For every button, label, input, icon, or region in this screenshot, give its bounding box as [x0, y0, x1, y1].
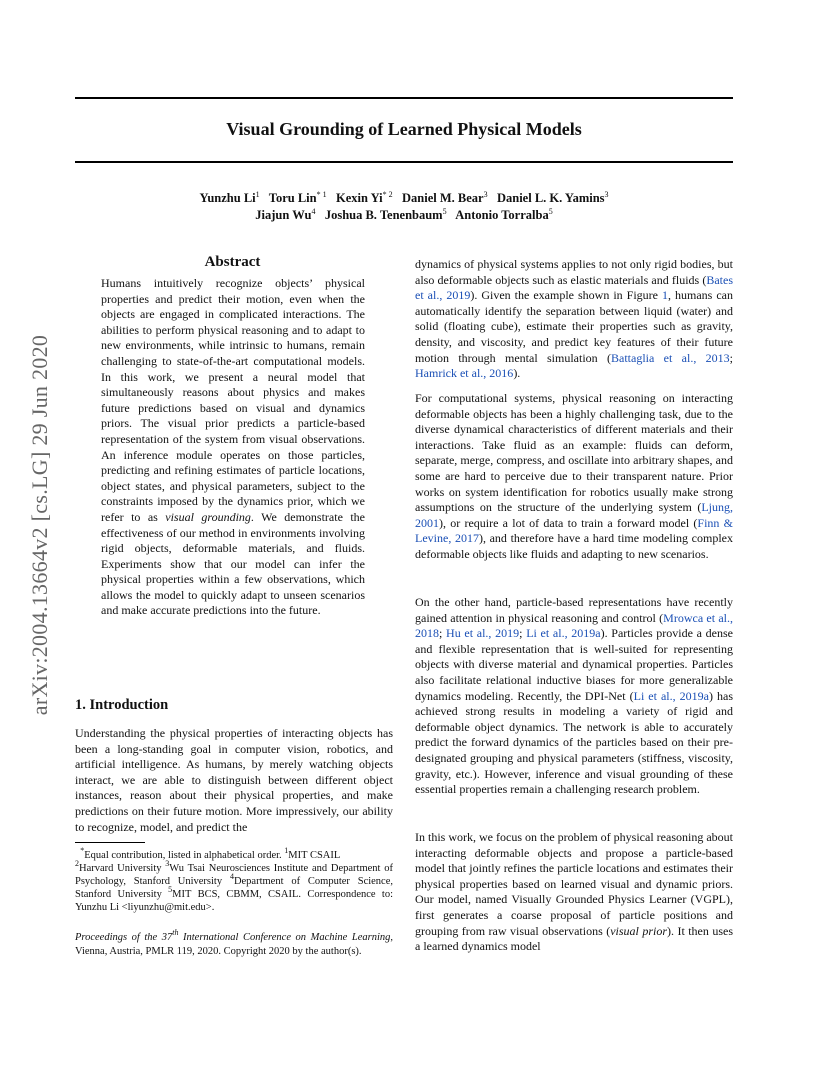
citation-link[interactable]: Mrowca et al., 2018 [415, 610, 733, 641]
affiliation-footnote: *Equal contribution, listed in alphabetical order. $^1$MIT CSAIL $^2$Harvard University $^3$Wu Tsai Neurosciences Institute and Department of Psychology, Stanford University $^4$Department of Computer Science, Stanford University $^5$MIT BCS, CBMM, CSAIL. Correspondence to: Yunzhu Li <liyunzhu@mit.edu>. [75, 846, 394, 913]
author-name: Daniel M. Bear [402, 191, 484, 205]
paper-title: Visual Grounding of Learned Physical Models [226, 119, 582, 139]
footnote-text: MIT CSAIL [288, 850, 341, 861]
citation-link[interactable]: Hamrick et al., 2016 [415, 366, 514, 381]
citation-link[interactable]: Finn & Levine, 2017 [415, 515, 734, 546]
proceedings-text: , Vienna, Austria, PMLR 119, 2020. Copyright 2020 by the author(s). [75, 932, 393, 957]
author-name: Daniel L. K. Yamins [496, 191, 605, 205]
body-paragraph-1 [415, 257, 733, 382]
body-text: ; [439, 626, 447, 641]
author-affil: 3 [604, 190, 609, 199]
body-text: ). Given the example shown in Figure [470, 288, 663, 303]
body-text: ), or require a lot of data to train a forward model ( [439, 515, 698, 530]
author-name: Jiajun Wu [255, 208, 312, 222]
footnote-text: Department of Computer Science, Stanford University [75, 876, 394, 900]
body-paragraph-4 [415, 830, 733, 955]
footnote-text: Wu Tsai Neurosciences Institute and Department of Psychology, Stanford University [75, 863, 393, 887]
footnote-text: Equal contribution, listed in alphabetical order. [84, 850, 285, 861]
arxiv-identifier [20, 290, 60, 760]
author-line-1 [75, 191, 733, 206]
author-affil: 5 [548, 207, 553, 216]
citation-link[interactable]: Bates et al., 2019 [415, 272, 733, 303]
author-name: Joshua B. Tenenbaum [324, 208, 443, 222]
citation-link[interactable]: Ljung, 2001 [415, 500, 733, 530]
title-rule-bottom [75, 161, 733, 163]
body-text: For computational systems, physical reasoning on interacting deformable objects has been a highly challenging task, due to the diverse dynamical characteristics of different materials and their interactions. Take fluid as an example: fluids can deform, separate, merge, compress, and oscillate into arbitrary shapes, and some are hard to perceive due to their transparent nature. Prior works on system identification for robotics usually make strong assumptions on the structure of the underlying system ( [415, 391, 733, 515]
body-text: ; [729, 350, 733, 365]
proceedings-note [75, 928, 393, 959]
author-affil: * 1 [316, 190, 327, 199]
introduction-paragraph: Understanding the physical properties of interacting objects has been a long-standing goal in computer vision, robotics, and artificial intelligence. As humans, by merely watching objects interact, we are able to distinguish between different object instances, reason about their physical properties, and make predictions on their future motion. More impressively, our ability to recognize, model, and predict the [75, 726, 393, 834]
title-rule-top [75, 97, 733, 99]
abstract-text: . We demonstrate the effectiveness of our method in environments involving rigid objects, deformable materials, and fluids. Experiments show that our model can infer the physical properties within a few observations, which allows the model to quickly adapt to unseen scenarios and make accurate predictions into the future. [101, 509, 365, 618]
body-text: dynamics of physical systems applies to not only rigid bodies, but also deformable objects such as elastic materials and fluids ( [415, 257, 733, 287]
abstract-body [101, 276, 365, 619]
author-name: Kexin Yi [335, 191, 383, 205]
body-text: In this work, we focus on the problem of physical reasoning about interacting deformable objects and propose a particle-based model that jointly refines the particle locations and estimates their physical properties based on learned visual and dynamic priors. Our model, named Visually Grounded Physics Learner (VGPL), first generates a coarse proposal of particle positions and grouping from raw visual observations ( [415, 830, 733, 938]
footnote-text: Harvard University [79, 863, 166, 874]
figure-link[interactable]: 1 [662, 288, 669, 303]
author-name: Yunzhu Li [199, 191, 256, 205]
section-heading-introduction: 1. Introduction [75, 697, 169, 713]
author-name: Toru Lin [268, 191, 317, 205]
author-affil: 3 [483, 190, 488, 199]
body-paragraph-2 [415, 391, 733, 563]
body-text: ). Particles provide a dense and flexible representation that is well-suited for representing objects with diverse material and dynamical properties. Particles also facilitate relational inductive biases for more generalizable dynamics modeling. Recently, the DPI-Net ( [415, 626, 734, 703]
body-text: ). It then uses a learned dynamics model [415, 923, 733, 954]
abstract-heading: Abstract [204, 254, 261, 270]
body-text: ), and therefore have a hard time modeling complex deformable objects like fluids and adapting to new scenarios. [415, 531, 733, 561]
body-text: ). [513, 366, 521, 381]
body-emphasis: visual prior [610, 923, 667, 938]
abstract-emphasis: visual grounding [165, 509, 251, 524]
citation-link[interactable]: Hu et al., 2019 [446, 626, 520, 641]
citation-link[interactable]: Battaglia et al., 2013 [611, 350, 730, 365]
proceedings-sup: th [172, 928, 179, 937]
citation-link[interactable]: Li et al., 2019a [526, 626, 601, 641]
proceedings-text: Proceedings of the 37 [75, 932, 173, 943]
author-affil: 1 [255, 190, 260, 199]
footnote-rule [75, 842, 145, 843]
arxiv-identifier-text: arXiv:2004.13664v2 [cs.LG] 29 Jun 2020 [27, 334, 52, 716]
body-text: , humans can automatically identify the separation between liquid (water) and solid (floating cube), estimate their properties such as gravity, density, and viscosity, and predict key features of their future motion through mental simulation ( [415, 288, 734, 365]
author-affil: 4 [311, 207, 316, 216]
body-text: On the other hand, particle-based representations have recently gained attention in physical reasoning and control ( [415, 595, 733, 625]
body-text: ) has achieved strong results in modeling a variety of rigid and deformable object dynamics. The network is able to accurately predict the forward dynamics of the particles based on their pre-designated grouping and physical parameters (stiffness, viscosity, gravity, etc.). However, inference and visual grounding of these essential properties remain a challenging research problem. [415, 688, 733, 797]
body-paragraph-3 [415, 595, 733, 798]
proceedings-text: International Conference on Machine Learning [178, 932, 391, 943]
body-text: ; [519, 626, 527, 641]
author-line-2 [75, 208, 733, 223]
citation-link[interactable]: Li et al., 2019a [633, 688, 709, 703]
author-affil: * 2 [382, 190, 393, 199]
footnote-text: MIT BCS, CBMM, CSAIL. Correspondence to: Yunzhu Li <liyunzhu@mit.edu>. [75, 889, 393, 913]
abstract-text: Humans intuitively recognize objects’ physical properties and predict their motion, even when the objects are engaged in complicated interactions. The abilities to perform physical reasoning and to adapt to new environments, while intrinsic to humans, remain challenging to state-of-the-art computational models. In this work, we present a neural model that simultaneously reasons about physics and makes future predictions based on visual and dynamics priors. The visual prior predicts a particle-based representation of the system from visual observations. An inference module operates on those particles, predicting and refining estimates of particle locations, object states, and physical parameters, subject to the constraints imposed by the dynamics prior, which we refer to as [101, 276, 365, 524]
author-affil: 5 [442, 207, 447, 216]
author-name: Antonio Torralba [455, 208, 549, 222]
